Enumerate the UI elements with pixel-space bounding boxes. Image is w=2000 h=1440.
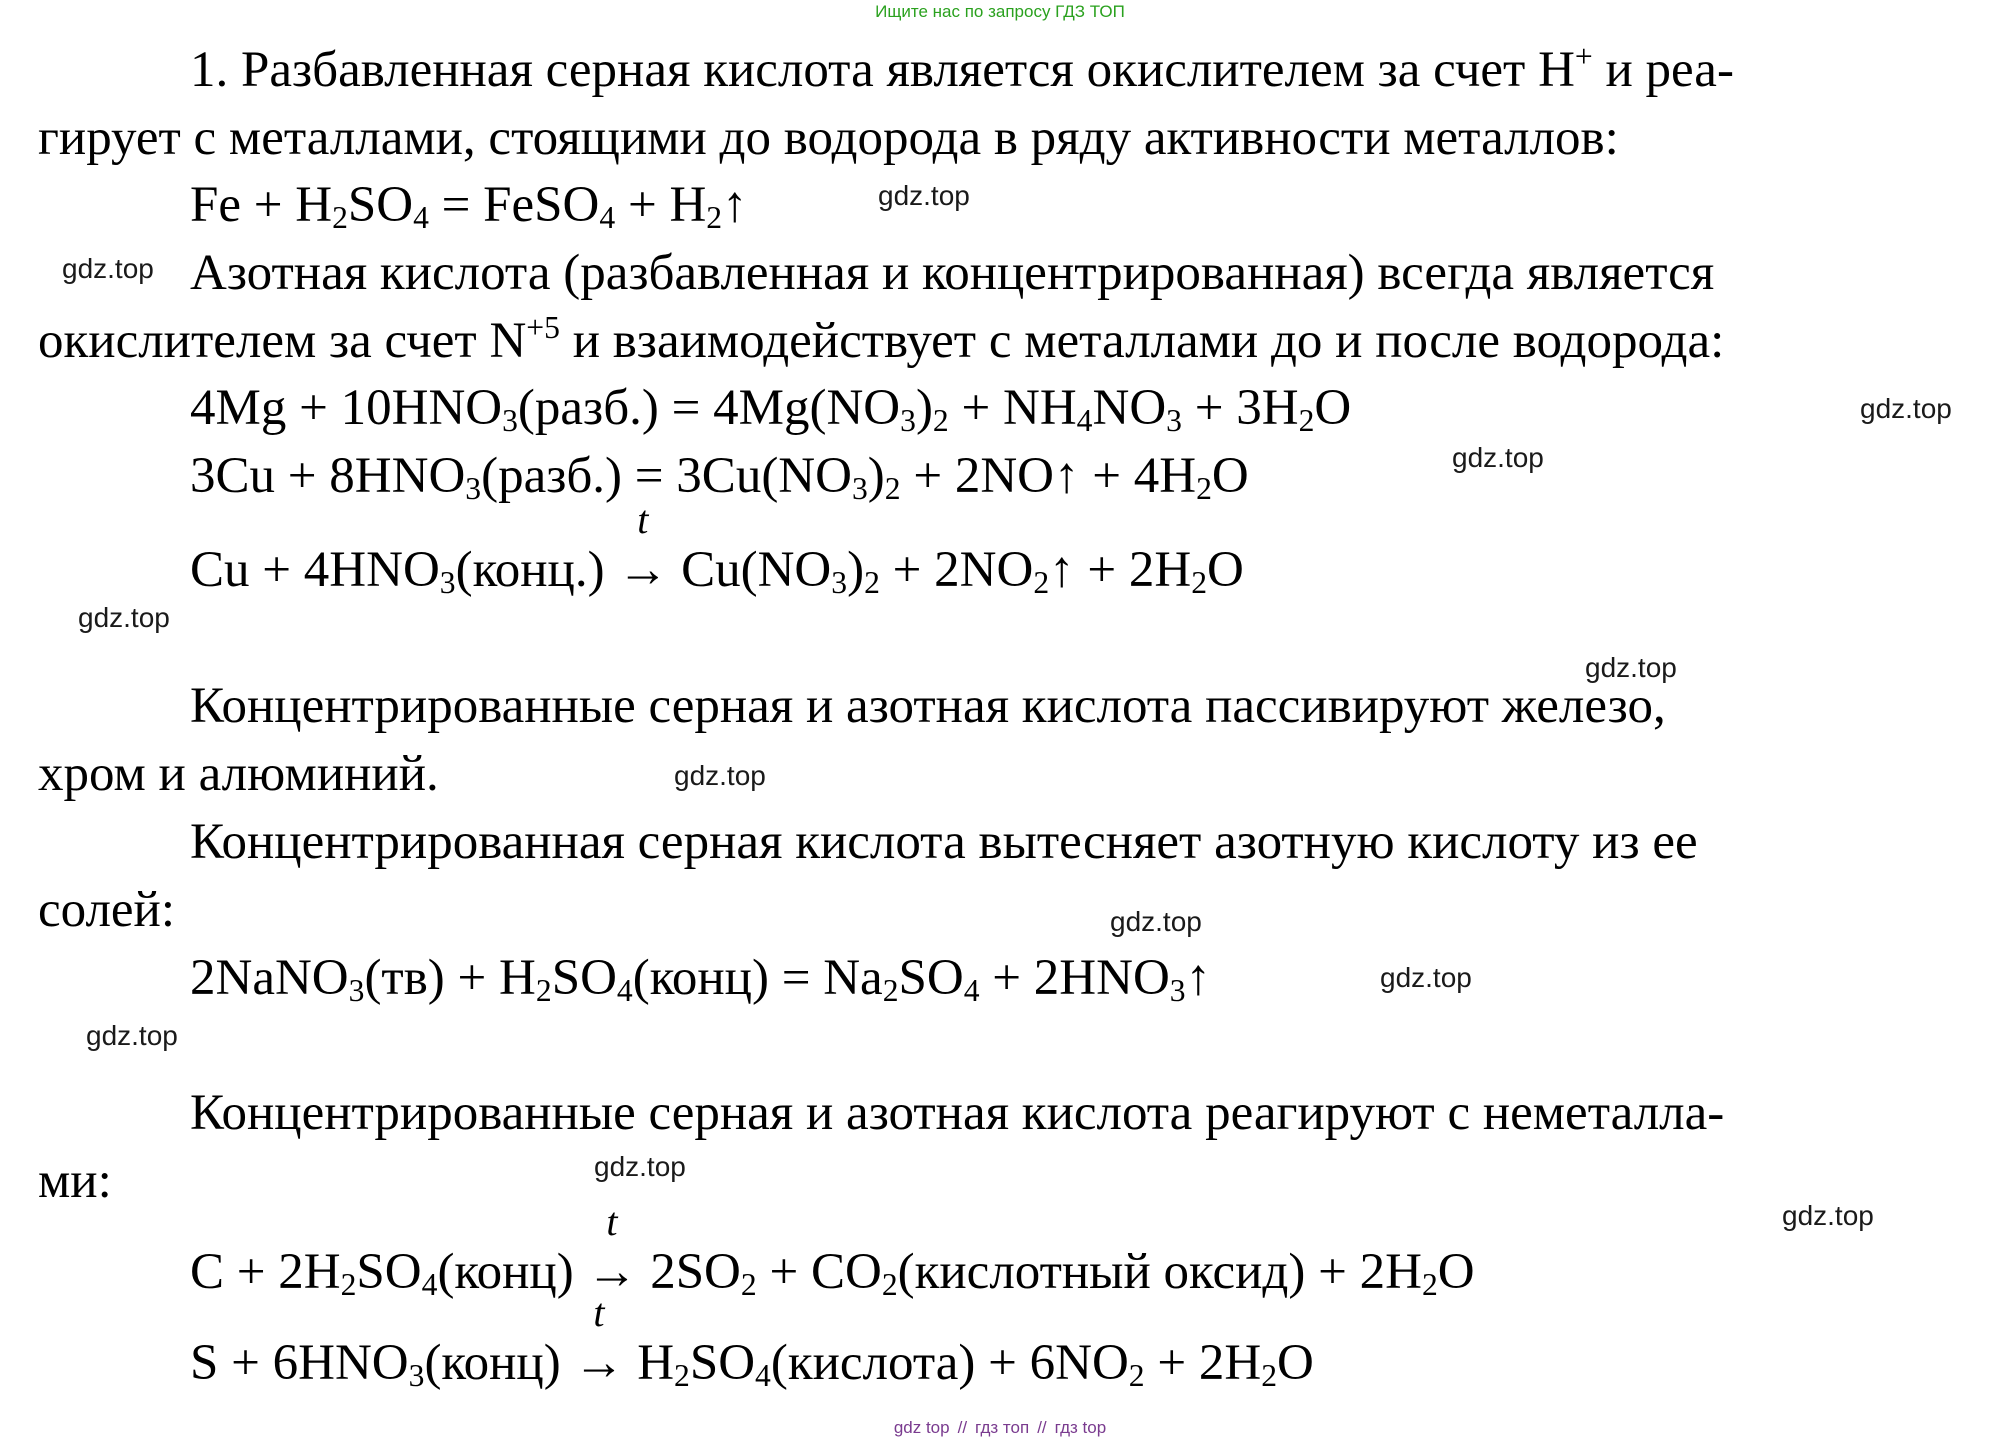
paragraph-1-line-2: гирует с металлами, стоящими до водорода в ряду активности металлов:	[38, 110, 1619, 166]
watermark: gdz.top	[78, 602, 170, 633]
equation-copper-conc-nitric: $Cu + 4HNO_3(конц.)$ t → $Cu(NO_3)_2$ + $2NO_2↑ + 2H_2O$	[190, 497, 1244, 600]
watermark: gdz.top	[674, 760, 766, 791]
paragraph-1-line-1: 1. Разбавленная серная кислота является окислителем за счет H+ и реа-	[190, 39, 1734, 98]
watermark: gdz.top	[594, 1151, 686, 1182]
paragraph-3-line-2: хром и алюминий.	[38, 746, 439, 802]
equation-sodium-nitrate: 2NaNO$_3$(тв) + $H_2SO_4(конц) = Na_2SO_4$ + $2HNO_3↑$	[190, 950, 1212, 1008]
paragraph-2-line-1: Азотная кислота (разбавленная и концентрированная) всегда является	[190, 245, 1715, 301]
watermark: gdz.top	[1452, 442, 1544, 473]
equation-magnesium-nitric: $4Mg + 10HNO_3(разб.) = 4Mg(NO_3)_2 + NH_4NO_3 + 3H_2O$	[190, 380, 1352, 438]
watermark: gdz.top	[1585, 652, 1677, 683]
paragraph-3-line-1: Концентрированные серная и азотная кислота пассивируют железо,	[190, 678, 1666, 734]
top-banner: Ищите нас по запросу ГДЗ ТОП	[875, 2, 1125, 21]
equation-sulfur-nitric: $S + 6HNO_3(конц)$ t → $H_2SO_4(кислота) + 6NO_2 + 2H_2O$	[190, 1290, 1314, 1393]
watermark: gdz.top	[86, 1020, 178, 1051]
watermark: gdz.top	[1380, 962, 1472, 993]
paragraph-5-line-2: ми:	[38, 1153, 112, 1209]
watermark: gdz.top	[1110, 906, 1202, 937]
heating-arrow: t →	[573, 1290, 625, 1391]
watermark: gdz.top	[62, 253, 154, 284]
bottom-banner: gdz top // гдз топ // гдз top	[893, 1418, 1107, 1437]
heating-arrow: t →	[586, 1199, 638, 1300]
equation-carbon-sulfuric: $C + 2H_2SO_4(конц)$ t → $2SO_2$ + $CO_2(кислотный$ оксид) + $2H_2O$	[190, 1199, 1475, 1302]
heating-arrow: t →	[617, 497, 669, 598]
paragraph-2-line-2: окислителем за счет $N^{+5}$ и взаимодействует с металлами до и после водорода:	[38, 310, 1725, 369]
paragraph-4-line-1: Концентрированная серная кислота вытесняет азотную кислоту из ее	[190, 814, 1698, 870]
equation-iron-sulfuric: $Fe + H_2SO_4$ = FeSO$_4$ + $H_2↑$	[190, 177, 748, 235]
paragraph-5-line-1: Концентрированные серная и азотная кислота реагируют с неметалла-	[190, 1085, 1725, 1141]
watermark: gdz.top	[878, 180, 970, 211]
watermark: gdz.top	[1860, 393, 1952, 424]
equation-copper-dilute-nitric: $3Cu + 8HNO_3(разб.) = 3Cu(NO_3)_2$ + 2NO↑ + $4H_2O$	[190, 448, 1249, 506]
paragraph-4-line-2: солей:	[38, 882, 176, 938]
watermark: gdz.top	[1782, 1200, 1874, 1231]
